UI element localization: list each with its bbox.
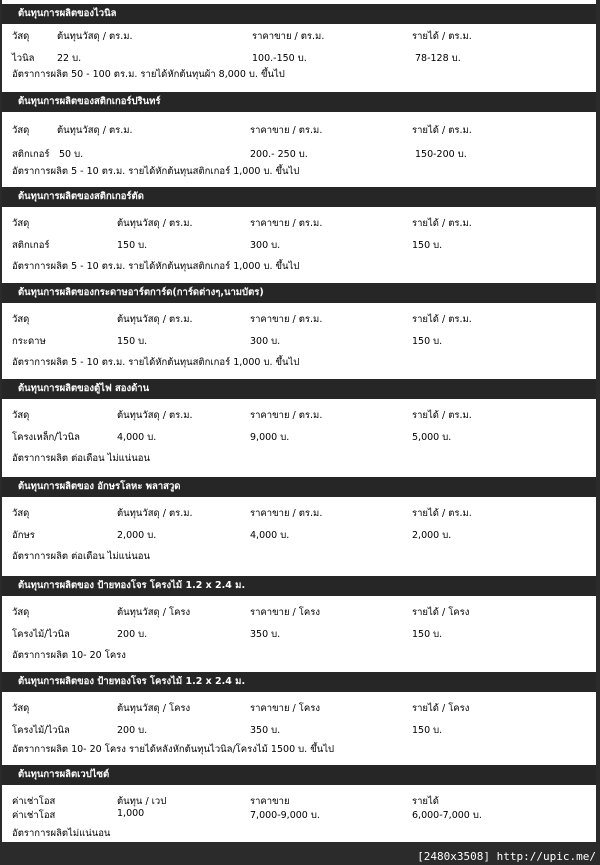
production-note: อัตราการผลิต 5 - 10 ตร.ม. รายได้หักต้นทุนสติกเกอร์ 1,000 บ. ขึ้นไป xyxy=(12,261,300,272)
section-art-card xyxy=(2,283,596,368)
cost-header: ต้นทุนวัสดุ / โครง xyxy=(117,607,191,618)
data-row xyxy=(2,46,596,68)
price-sheet xyxy=(2,0,596,842)
section-cut-sticker xyxy=(2,187,596,272)
income-header: รายได้ xyxy=(412,796,439,807)
price-header: ราคาขาย xyxy=(250,796,290,807)
header-row xyxy=(2,399,596,421)
cost-value: 2,000 บ. xyxy=(117,530,157,541)
income-header: รายได้ / ตร.ม. xyxy=(412,314,472,325)
header-row xyxy=(2,692,596,714)
material-value: สติกเกอร์ xyxy=(12,149,50,160)
cost-header: ต้นทุนวัสดุ / ตร.ม. xyxy=(57,31,133,42)
price-value: 7,000-9,000 บ. xyxy=(250,810,320,821)
material-value: กระดาษ xyxy=(12,336,46,347)
price-header: ราคาขาย / ตร.ม. xyxy=(250,218,323,229)
cost-header: ต้นทุนวัสดุ / ตร.ม. xyxy=(117,314,193,325)
cost-value: 22 บ. xyxy=(57,53,82,64)
section-title: ต้นทุนการผลิตของสติกเกอร์ตัด xyxy=(2,187,596,207)
income-header: รายได้ / ตร.ม. xyxy=(412,508,472,519)
material-value: ค่าเช่าโอส xyxy=(12,810,56,821)
section-lightbox xyxy=(2,379,596,464)
production-note: อัตราการผลิต ต่อเดือน ไม่แน่นอน xyxy=(12,551,150,562)
cost-value: 200 บ. xyxy=(117,629,148,640)
header-row xyxy=(2,596,596,618)
section-vinyl xyxy=(2,4,596,80)
cost-header: ต้นทุนวัสดุ / ตร.ม. xyxy=(117,410,193,421)
data-row xyxy=(2,807,596,821)
income-value: 78-128 บ. xyxy=(415,53,461,64)
data-row xyxy=(2,421,596,443)
price-header: ราคาขาย / ตร.ม. xyxy=(250,508,323,519)
cost-header: ต้นทุนวัสดุ / ตร.ม. xyxy=(117,218,193,229)
section-title: ต้นทุนการผลิตเวปไซต์ xyxy=(2,765,596,785)
cost-header: ต้นทุนวัสดุ / ตร.ม. xyxy=(57,125,133,136)
data-row xyxy=(2,136,596,158)
production-note: อัตราการผลิตไม่แน่นอน xyxy=(12,828,111,839)
income-header: รายได้ / ตร.ม. xyxy=(412,125,472,136)
material-value: โครงไม้/ไวนิล xyxy=(12,725,70,736)
section-title: ต้นทุนการผลิตของสติกเกอร์ปรินทร์ xyxy=(2,92,596,112)
price-value: 9,000 บ. xyxy=(250,432,290,443)
price-header: ราคาขาย / ตร.ม. xyxy=(250,410,323,421)
price-value: 100.-150 บ. xyxy=(252,53,307,64)
header-row xyxy=(2,785,596,807)
section-metal-letters xyxy=(2,477,596,562)
section-title: ต้นทุนการผลิตของกระดาษอาร์ตการ์ด(การ์ดต่างๆ,นามบัตร) xyxy=(2,283,596,303)
data-row xyxy=(2,519,596,541)
income-value: 150 บ. xyxy=(412,240,443,251)
header-row xyxy=(2,303,596,325)
cost-value: 150 บ. xyxy=(117,240,148,251)
price-value: 200.- 250 บ. xyxy=(250,149,308,160)
income-header: รายได้ / โครง xyxy=(412,703,470,714)
price-header: ราคาขาย / โครง xyxy=(250,607,320,618)
material-header: วัสดุ xyxy=(12,703,30,714)
header-row xyxy=(2,497,596,519)
data-row xyxy=(2,325,596,347)
material-value: ไวนิล xyxy=(12,53,35,64)
cost-value: 1,000 xyxy=(117,808,145,819)
income-header: รายได้ / ตร.ม. xyxy=(412,218,472,229)
material-value: สติกเกอร์ xyxy=(12,240,50,251)
material-header: วัสดุ xyxy=(12,31,30,42)
cost-value: 200 บ. xyxy=(117,725,148,736)
material-header: วัสดุ xyxy=(12,410,30,421)
production-note: อัตราการผลิต 10- 20 โครง xyxy=(12,650,126,661)
material-header: วัสดุ xyxy=(12,218,30,229)
cost-value: 50 บ. xyxy=(59,149,84,160)
material-header: ค่าเช่าโอส xyxy=(12,796,56,807)
income-header: รายได้ / โครง xyxy=(412,607,470,618)
data-row xyxy=(2,714,596,736)
production-note: อัตราการผลิต ต่อเดือน ไม่แน่นอน xyxy=(12,453,150,464)
section-website xyxy=(2,765,596,839)
header-row xyxy=(2,112,596,136)
price-value: 4,000 บ. xyxy=(250,530,290,541)
cost-header: ต้นทุนวัสดุ / ตร.ม. xyxy=(117,508,193,519)
section-title: ต้นทุนการผลิตของ ป้ายทองโจร โครงไม้ 1.2 x 2.4 ม. xyxy=(2,576,596,596)
data-row xyxy=(2,229,596,251)
cost-header: ต้นทุน / เวป xyxy=(117,796,167,807)
income-header: รายได้ / ตร.ม. xyxy=(412,31,472,42)
production-note: อัตราการผลิต 50 - 100 ตร.ม. รายได้หักต้นทุนผ้า 8,000 บ. ขึ้นไป xyxy=(12,69,285,80)
section-title: ต้นทุนการผลิตของตู้ไฟ สองด้าน xyxy=(2,379,596,399)
section-title: ต้นทุนการผลิตของ อักษรโลหะ พลาสวูด xyxy=(2,477,596,497)
price-header: ราคาขาย / ตร.ม. xyxy=(252,31,325,42)
cost-value: 150 บ. xyxy=(117,336,148,347)
income-value: 150 บ. xyxy=(412,725,443,736)
material-header: วัสดุ xyxy=(12,314,30,325)
income-value: 150 บ. xyxy=(412,336,443,347)
income-value: 2,000 บ. xyxy=(412,530,452,541)
production-note: อัตราการผลิต 10- 20 โครง รายได้หลังหักต้นทุนไวนิล/โครงไม้ 1500 บ. ขึ้นไป xyxy=(12,744,334,755)
price-header: ราคาขาย / ตร.ม. xyxy=(250,125,323,136)
material-header: วัสดุ xyxy=(12,125,30,136)
header-row xyxy=(2,24,596,46)
material-value: โครงเหล็ก/ไวนิล xyxy=(12,432,80,443)
income-value: 5,000 บ. xyxy=(412,432,452,443)
price-value: 300 บ. xyxy=(250,240,281,251)
price-header: ราคาขาย / โครง xyxy=(250,703,320,714)
income-header: รายได้ / ตร.ม. xyxy=(412,410,472,421)
material-value: โครงไม้/ไวนิล xyxy=(12,629,70,640)
section-wood-sign-2 xyxy=(2,672,596,755)
section-title: ต้นทุนการผลิตของไวนิล xyxy=(2,4,596,24)
cost-value: 4,000 บ. xyxy=(117,432,157,443)
data-row xyxy=(2,618,596,640)
production-note: อัตราการผลิต 5 - 10 ตร.ม. รายได้หักต้นทุนสติกเกอร์ 1,000 บ. ขึ้นไป xyxy=(12,166,300,177)
income-value: 150-200 บ. xyxy=(415,149,467,160)
section-title: ต้นทุนการผลิตของ ป้ายทองโจร โครงไม้ 1.2 x 2.4 ม. xyxy=(2,672,596,692)
section-wood-sign-1 xyxy=(2,576,596,661)
production-note: อัตราการผลิต 5 - 10 ตร.ม. รายได้หักต้นทุนสติกเกอร์ 1,000 บ. ขึ้นไป xyxy=(12,357,300,368)
price-value: 300 บ. xyxy=(250,336,281,347)
cost-header: ต้นทุนวัสดุ / โครง xyxy=(117,703,191,714)
income-value: 150 บ. xyxy=(412,629,443,640)
section-print-sticker xyxy=(2,92,596,177)
material-header: วัสดุ xyxy=(12,607,30,618)
price-value: 350 บ. xyxy=(250,629,281,640)
price-value: 350 บ. xyxy=(250,725,281,736)
header-row xyxy=(2,207,596,229)
price-header: ราคาขาย / ตร.ม. xyxy=(250,314,323,325)
material-value: อักษร xyxy=(12,530,35,541)
image-size-watermark: [2480x3508] http://upic.me/ xyxy=(417,850,596,863)
material-header: วัสดุ xyxy=(12,508,30,519)
income-value: 6,000-7,000 บ. xyxy=(412,810,482,821)
